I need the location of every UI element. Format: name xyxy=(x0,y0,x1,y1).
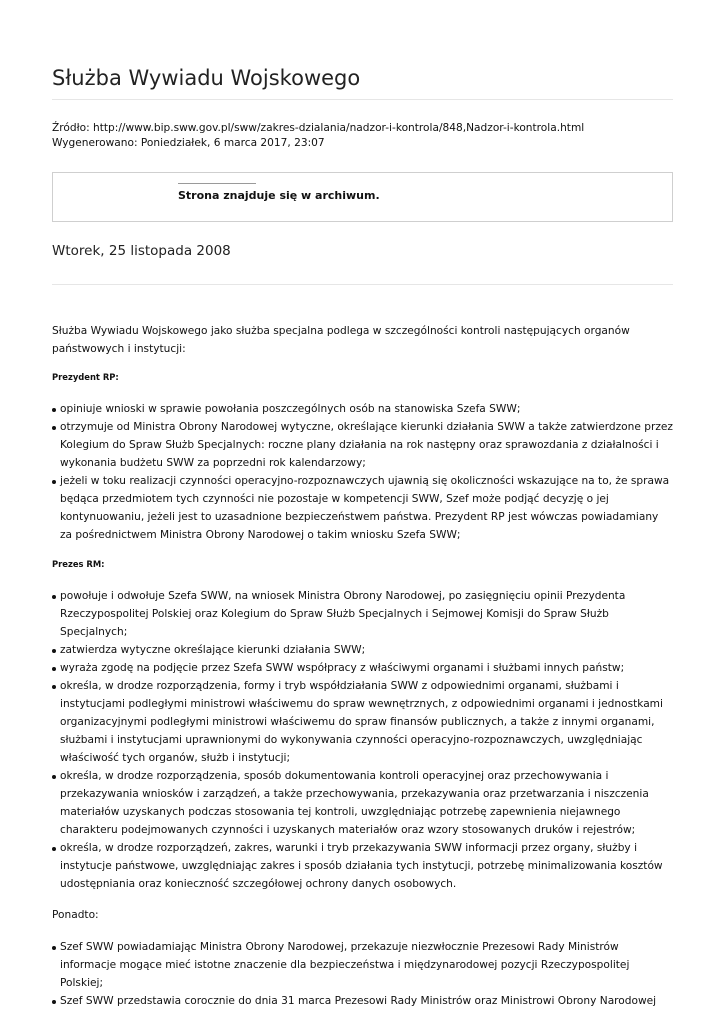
archive-notice-divider xyxy=(178,183,256,184)
list-item: Szef SWW przedstawia corocznie do dnia 31 marca Prezesowi Rady Ministrów oraz Ministrowi Obrony Narodowej xyxy=(52,992,673,1010)
list-item: otrzymuje od Ministra Obrony Narodowej wytyczne, określające kierunki działania SWW a także zatwierdzone przez Kolegium do Spraw Służb Specjalnych: roczne plany działania na rok następny oraz sprawozdania z działalności i wykonania budżetu SWW za poprzedni rok kalendarzowy; xyxy=(52,418,673,472)
list-item: zatwierdza wytyczne określające kierunki działania SWW; xyxy=(52,641,673,659)
section-heading-prezes: Prezes RM: xyxy=(52,559,105,569)
list-item: wyraża zgodę na podjęcie przez Szefa SWW współpracy z właściwymi organami i służbami innych państw; xyxy=(52,659,673,677)
list-item: Szef SWW powiadamiając Ministra Obrony Narodowej, przekazuje niezwłocznie Prezesowi Rady Ministrów informacje mogące mieć istotne znaczenie dla bezpieczeństwa i międzynarodowej pozycji Rzeczypospolitej Polskiej; xyxy=(52,938,673,992)
title-divider xyxy=(52,99,673,100)
archive-notice-box xyxy=(52,172,673,222)
section-heading-prezydent: Prezydent RP: xyxy=(52,372,119,382)
list-item: jeżeli w toku realizacji czynności operacyjno-rozpoznawczych ujawnią się okoliczności wskazujące na to, że sprawa będąca przedmiotem tych czynności nie pozostaje w kompetencji SWW, Szef może podjąć decyzję o jej kontynuowaniu, jeżeli jest to uzasadnione bezpieczeństwem państwa. Prezydent RP jest wówczas powiadamiany za pośrednictwem Ministra Obrony Narodowej o takim wniosku Szefa SWW; xyxy=(52,472,673,544)
article-body xyxy=(52,322,673,1023)
list-item: określa, w drodze rozporządzenia, formy i tryb współdziałania SWW z odpowiednimi organami, służbami i instytucjami podległymi ministrowi właściwemu do spraw wewnętrznych, z odpowiednimi organami i jednostkami organizacyjnymi podległymi ministrowi właściwemu do spraw finansów publicznych, a także z innymi organami, służbami i instytucjami uprawnionymi do wykonywania czynności operacyjno-rozpoznawczych, uwzględniając właściwość tych organów, służb i instytucji; xyxy=(52,677,673,767)
generated-date: Wygenerowano: Poniedziałek, 6 marca 2017, 23:07 xyxy=(52,137,325,149)
prezydent-list xyxy=(52,400,673,544)
archive-notice: Strona znajduje się w archiwum. xyxy=(178,189,380,202)
list-item: opiniuje wnioski w sprawie powołania poszczególnych osób na stanowiska Szefa SWW; xyxy=(52,400,673,418)
list-item: powołuje i odwołuje Szefa SWW, na wniosek Ministra Obrony Narodowej, po zasięgnięciu opinii Prezydenta Rzeczypospolitej Polskiej oraz Kolegium do Spraw Służb Specjalnych i Sejmowej Komisji do Spraw Służb Specjalnych; xyxy=(52,587,673,641)
source-url: Źródło: http://www.bip.sww.gov.pl/sww/zakres-dzialania/nadzor-i-kontrola/848,Nadzor-i-kontrola.html xyxy=(52,122,585,134)
intro-paragraph: Służba Wywiadu Wojskowego jako służba specjalna podlega w szczególności kontroli następujących organów państwowych i instytucji: xyxy=(52,325,630,355)
site-title: Służba Wywiadu Wojskowego xyxy=(52,66,361,90)
ponadto-label: Ponadto: xyxy=(52,909,99,921)
date-divider xyxy=(52,284,673,285)
article-date: Wtorek, 25 listopada 2008 xyxy=(52,243,231,259)
document-meta xyxy=(52,121,584,151)
prezes-list xyxy=(52,587,673,893)
list-item: określa, w drodze rozporządzeń, zakres, warunki i tryb przekazywania SWW informacji przez organy, służby i instytucje państwowe, uwzględniając zakres i sposób działania tych instytucji, potrzebę minimalizowania kosztów udostępniania oraz konieczność szczegółowej ochrony danych osobowych. xyxy=(52,839,673,893)
list-item: określa, w drodze rozporządzenia, sposób dokumentowania kontroli operacyjnej oraz przechowywania i przekazywania wniosków i zarządzeń, a także przechowywania, przekazywania oraz przetwarzania i niszczenia materiałów uzyskanych podczas stosowania tej kontroli, uwzględniając potrzebę zapewnienia niejawnego charakteru podejmowanych czynności i uzyskanych materiałów oraz wzory stosowanych druków i rejestrów; xyxy=(52,767,673,839)
ponadto-list xyxy=(52,938,673,1010)
